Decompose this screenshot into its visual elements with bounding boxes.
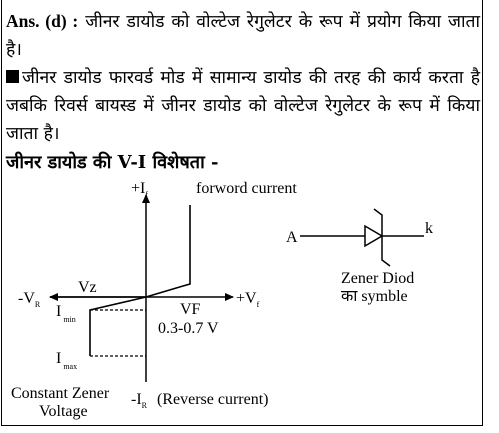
minus-ir-label: $-I_R$	[131, 391, 147, 410]
plus-if-label: $+I_f$	[131, 180, 149, 199]
zener-triangle	[365, 226, 382, 246]
vf-label: VF	[180, 301, 201, 318]
zener-caption: Zener Diod	[341, 270, 415, 287]
reverse-current-label: (Reverse current)	[157, 391, 269, 408]
imin-label: I $_{min}$	[56, 303, 76, 324]
constant-zener-voltage-label: Voltage	[39, 403, 88, 420]
minus-vr-label: $-V_R$	[18, 290, 41, 309]
zener-caption-symbol: का symble	[341, 288, 408, 305]
anode-label: A	[286, 229, 298, 246]
cathode-label: k	[425, 220, 433, 237]
zener-diode-symbol	[300, 209, 424, 266]
forward-current-label: forword current	[196, 180, 297, 197]
vf-range-label: 0.3-0.7 V	[158, 320, 219, 337]
constant-zener-label: Constant Zener	[11, 385, 110, 402]
vz-label: Vz	[78, 279, 97, 296]
explanation-text: जीनर डायोड फारवर्ड मोड में सामान्य डायोड की तरह की कार्य करता है जबकि रिवर्स बायस्ड में जीनर डायोड को वोल्टेज रेगुलेटर के रूप में किया जाता है।	[6, 68, 480, 144]
section-heading: जीनर डायोड की V-I विशेषता -	[6, 152, 219, 173]
answer-text: जीनर डायोड को वोल्टेज रेगुलेटर के रूप में प्रयोग किया जाता है।	[6, 12, 480, 60]
answer-label: Ans. (d) :	[6, 11, 79, 31]
imax-label: I $_{max}$	[56, 350, 78, 371]
plus-vf-label: $+V_f$	[236, 290, 260, 309]
